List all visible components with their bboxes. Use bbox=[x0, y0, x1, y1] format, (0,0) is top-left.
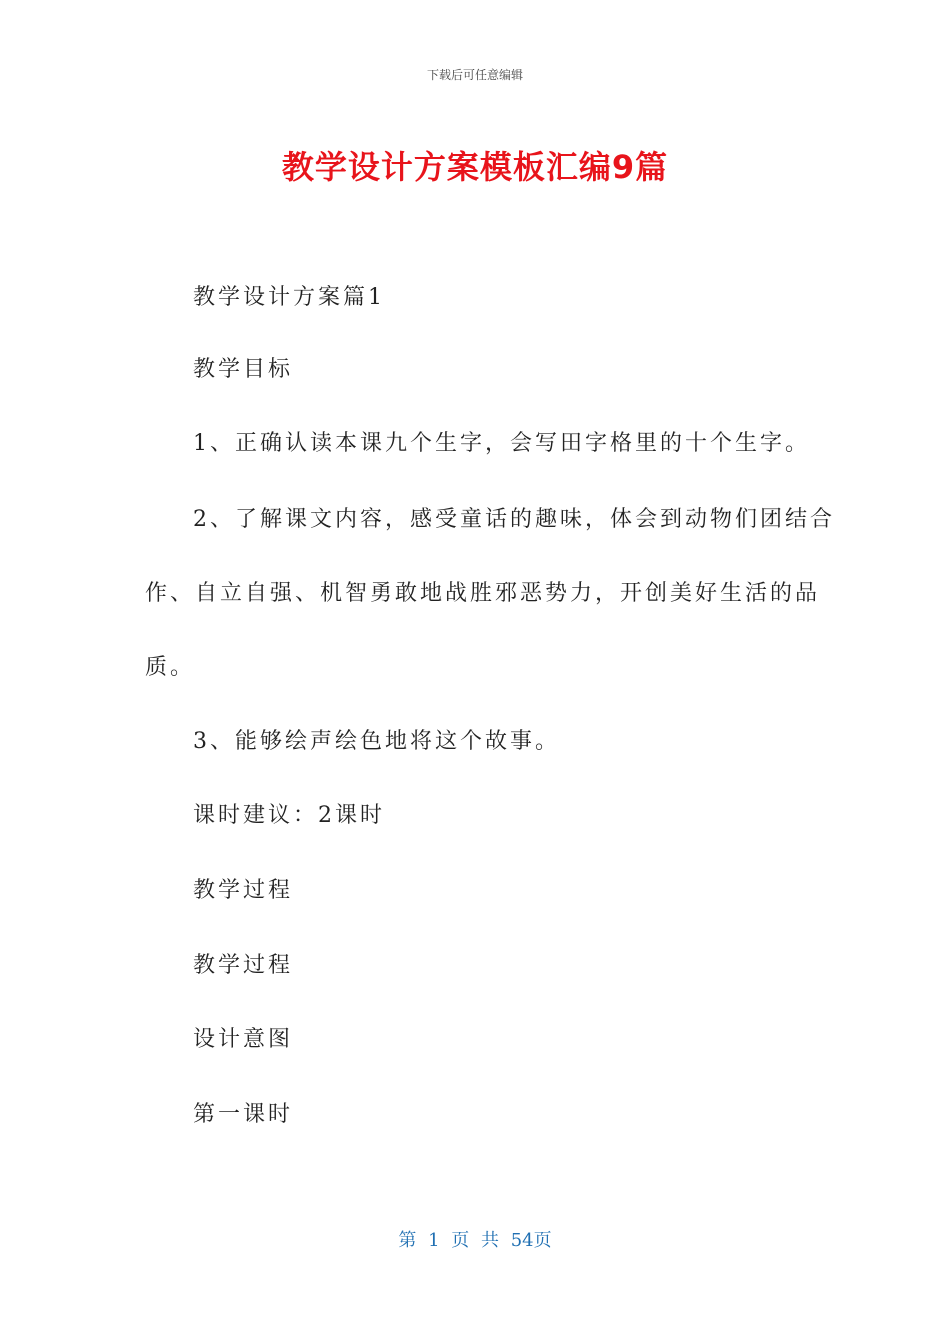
document-title: 教学设计方案模板汇编9篇 bbox=[281, 148, 669, 186]
header-note: 下载后可任意编辑 bbox=[426, 68, 523, 82]
paragraph-line: 2、了解课文内容，感受童话的趣味，体会到动物们团结合 bbox=[193, 507, 835, 532]
page-number-footer: 第 1 页 共 54页 bbox=[398, 1230, 552, 1251]
paragraph-line: 作、自立自强、机智勇敢地战胜邪恶势力，开创美好生活的品 bbox=[145, 581, 821, 606]
paragraph-line: 质。 bbox=[145, 655, 196, 680]
section-heading: 教学设计方案篇1 bbox=[193, 285, 385, 310]
paragraph-line: 教学过程 bbox=[193, 878, 294, 903]
paragraph-line: 课时建议：2课时 bbox=[193, 803, 385, 828]
paragraph-line: 教学过程 bbox=[193, 953, 294, 978]
paragraph-line: 设计意图 bbox=[193, 1027, 294, 1052]
paragraph-line: 1、正确认读本课九个生字，会写田字格里的十个生字。 bbox=[193, 431, 810, 456]
paragraph-line: 教学目标 bbox=[193, 357, 294, 382]
paragraph-line: 3、能够绘声绘色地将这个故事。 bbox=[193, 729, 560, 754]
paragraph-line: 第一课时 bbox=[193, 1102, 294, 1127]
